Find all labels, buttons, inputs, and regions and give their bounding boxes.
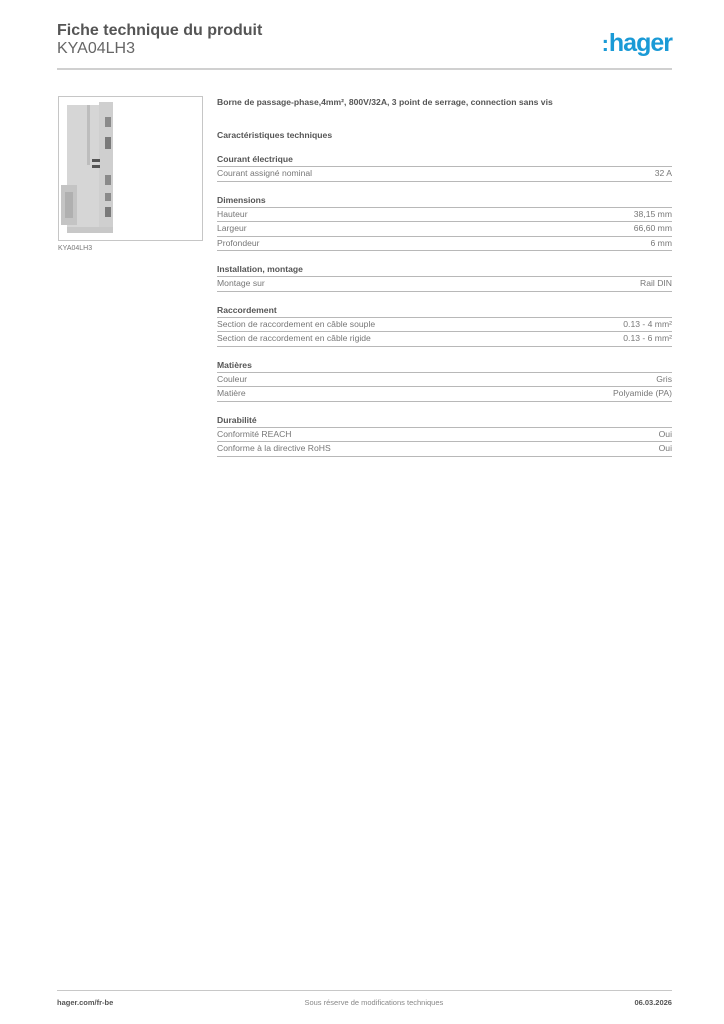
logo-colon-icon: : xyxy=(601,31,608,56)
footer-disclaimer: Sous réserve de modifications techniques xyxy=(304,998,444,1007)
section-title: Dimensions xyxy=(217,194,672,208)
section-title: Courant électrique xyxy=(217,153,672,167)
spec-value: Oui xyxy=(658,428,672,439)
spec-row xyxy=(217,373,672,388)
spec-value: 32 A xyxy=(654,168,672,178)
product-details xyxy=(217,96,672,457)
section-title: Matières xyxy=(217,359,672,373)
document-title: Fiche technique du produit xyxy=(57,22,263,39)
spec-value: 0.13 - 4 mm² xyxy=(623,318,672,329)
spec-value: 6 mm xyxy=(650,237,672,248)
spec-value: Polyamide (PA) xyxy=(612,388,672,398)
terminal-block-icon xyxy=(59,97,202,240)
spec-row xyxy=(217,237,672,252)
characteristics-title: Caractéristiques techniques xyxy=(217,130,333,140)
logo-text: hager xyxy=(608,29,672,57)
product-image xyxy=(58,96,203,241)
spec-value: 38,15 mm xyxy=(633,208,672,219)
spec-label: Conformité REACH xyxy=(217,428,292,439)
spec-row xyxy=(217,167,672,182)
footer-website-link[interactable]: hager.com/fr-be xyxy=(57,998,114,1007)
spec-label: Montage sur xyxy=(217,278,265,288)
spec-row xyxy=(217,318,672,333)
section-raccordement xyxy=(217,304,672,347)
header-divider xyxy=(57,68,672,70)
spec-row xyxy=(217,332,672,347)
page-footer xyxy=(57,998,672,1007)
spec-value: 0.13 - 6 mm² xyxy=(623,333,672,343)
section-title: Installation, montage xyxy=(217,263,672,277)
hager-logo xyxy=(602,29,672,58)
spec-value: Oui xyxy=(658,443,672,453)
footer-divider xyxy=(57,990,672,991)
spec-label: Couleur xyxy=(217,373,248,384)
page-header xyxy=(57,22,672,58)
spec-label: Courant assigné nominal xyxy=(217,168,313,178)
spec-row xyxy=(217,387,672,402)
product-description: Borne de passage-phase,4mm², 800V/32A, 3 point de serrage, connection sans vis xyxy=(217,97,553,107)
spec-label: Hauteur xyxy=(217,208,248,219)
spec-value: 66,60 mm xyxy=(633,223,672,233)
spec-row xyxy=(217,222,672,237)
spec-value: Rail DIN xyxy=(640,278,672,288)
spec-row xyxy=(217,428,672,443)
spec-row xyxy=(217,442,672,457)
spec-label: Profondeur xyxy=(217,237,260,248)
section-installation xyxy=(217,263,672,292)
product-reference: KYA04LH3 xyxy=(57,40,135,57)
spec-label: Section de raccordement en câble souple xyxy=(217,318,376,329)
section-title: Durabilité xyxy=(217,414,672,428)
spec-label: Section de raccordement en câble rigide xyxy=(217,333,371,343)
section-dimensions xyxy=(217,194,672,252)
spec-label: Largeur xyxy=(217,223,247,233)
spec-label: Conforme à la directive RoHS xyxy=(217,443,331,453)
spec-label: Matière xyxy=(217,388,246,398)
footer-date: 06.03.2026 xyxy=(634,998,672,1007)
section-title: Raccordement xyxy=(217,304,672,318)
spec-row xyxy=(217,277,672,292)
spec-row xyxy=(217,208,672,223)
image-caption: KYA04LH3 xyxy=(58,245,93,252)
section-courant-electrique xyxy=(217,153,672,182)
section-matieres xyxy=(217,359,672,402)
section-durabilite xyxy=(217,414,672,457)
spec-value: Gris xyxy=(656,373,672,384)
